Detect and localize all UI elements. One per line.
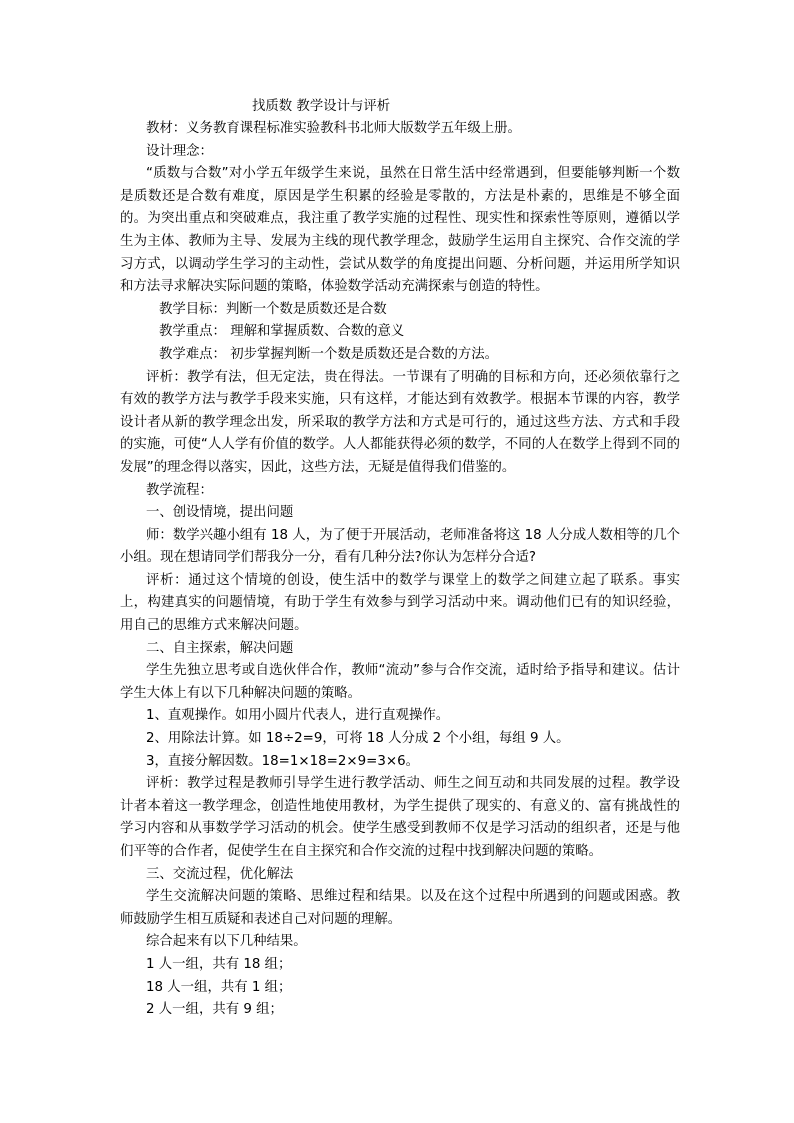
section-heading: 二、自主探索，解决问题 [146, 640, 294, 656]
paragraph: 教学重点： 理解和掌握质数、合数的意义 [159, 324, 405, 340]
paragraph: 评析：教学过程是教师引导学生进行教学活动、师生之间互动和共同发展的过程。教学设计者本着这一教学理念，创造性地使用教材，为学生提供了现实的、有意义的、富有挑战性的学习内容和从事数学学习活动的机会。使学生感受到教师不仅是学习活动的组织者，还是与他们平等的合作者，促使学生在自主探究和合作交流的过程中找到解决问题的策略。 [120, 776, 680, 859]
paragraph: “质数与合数”对小学五年级学生来说，虽然在日常生活中经常遇到，但要能够判断一个数是质数还是合数有难度，原因是学生积累的经验是零散的，方法是朴素的，思维是不够全面的。为突出重点和突破难点，我注重了教学实施的过程性、现实性和探索性等原则，遵循以学生为主体、教师为主导、发展为主线的现代教学理念，鼓励学生运用自主探究、合作交流的学习方式，以调动学生学习的主动性，尝试从数学的角度提出问题、分析问题，并运用所学知识和方法寻求解决实际问题的策略，体验数学活动充满探索与创造的特性。 [120, 166, 680, 295]
paragraph: 评析：教学有法，但无定法，贵在得法。一节课有了明确的目标和方向，还必须依靠行之有效的教学方法与教学手段来实施，只有这样，才能达到有效教学。根据本节课的内容，教学设计者从新的教学理念出发，所采取的教学方法和方式是可行的，通过这些方法、方式和手段的实施，可使“人人学有价值的数学。人人都能获得必须的数学，不同的人在数学上得到不同的发展”的理念得以落实，因此，这些方法，无疑是值得我们借鉴的。 [120, 369, 680, 475]
paragraph: 学生先独立思考或自选伙伴合作，教师“流动”参与合作交流，适时给予指导和建议。估计学生大体上有以下几种解决问题的策略。 [120, 663, 680, 701]
paragraph: 教学流程： [146, 482, 213, 498]
list-item: 1、直观操作。如用小圆片代表人，进行直观操作。 [146, 708, 450, 724]
section-heading: 一、创设情境，提出问题 [146, 505, 294, 521]
section-heading: 三、交流过程，优化解法 [146, 866, 294, 882]
paragraph: 学生交流解决问题的策略、思维过程和结果。以及在这个过程中所遇到的问题或困惑。教师鼓励学生相互质疑和表述自己对问题的理解。 [120, 889, 680, 927]
list-item: 3，直接分解因数。18=1×18=2×9=3×6。 [146, 753, 420, 769]
paragraph: 教材：义务教育课程标准实验教科书北师大版数学五年级上册。 [146, 121, 521, 136]
document-title: 找质数 教学设计与评析 [252, 99, 391, 114]
document-body [120, 118, 680, 1022]
paragraph: 评析：通过这个情境的创设，使生活中的数学与课堂上的数学之间建立起了联系。事实上，构建真实的问题情境，有助于学生有效参与到学习活动中来。调动他们已有的知识经验，用自己的思维方式来解决问题。 [120, 572, 680, 634]
paragraph: 师：数学兴趣小组有 18 人，为了便于开展活动，老师准备将这 18 人分成人数相等的几个小组。现在想请同学们帮我分一分，看有几种分法?你认为怎样分合适? [120, 527, 680, 566]
paragraph: 综合起来有以下几种结果。 [146, 934, 307, 950]
list-item: 2 人一组，共有 9 组； [146, 1002, 283, 1018]
paragraph: 设计理念： [146, 143, 213, 159]
paragraph: 教学目标：判断一个数是质数还是合数 [159, 301, 387, 317]
list-item: 18 人一组，共有 1 组； [146, 979, 292, 995]
paragraph: 教学难点： 初步掌握判断一个数是质数还是合数的方法。 [159, 346, 499, 362]
list-item: 2、用除法计算。如 18÷2=9，可将 18 人分成 2 个小组，每组 9 人。 [146, 731, 570, 747]
list-item: 1 人一组，共有 18 组； [146, 956, 292, 972]
